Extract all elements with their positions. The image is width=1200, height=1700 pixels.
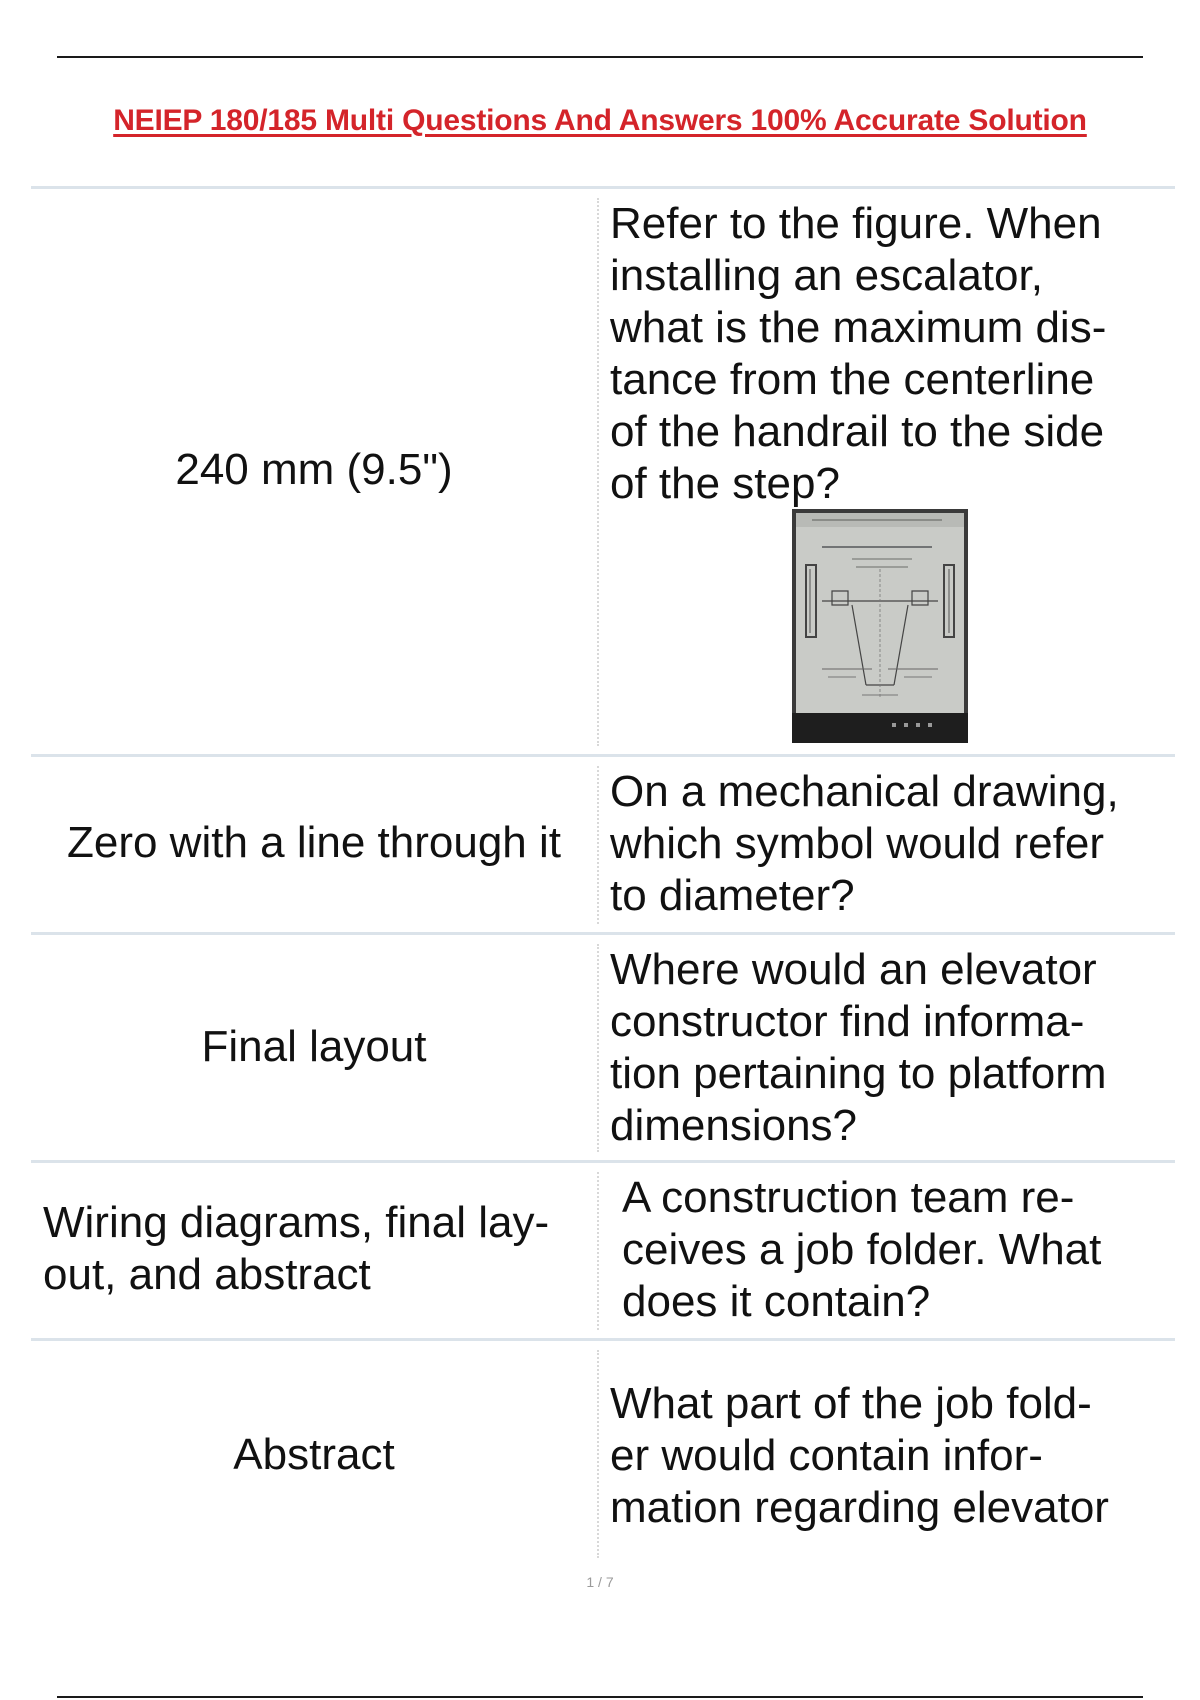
page-indicator: 1 / 7 — [586, 1574, 614, 1590]
column-divider — [597, 1350, 599, 1558]
column-divider — [597, 944, 599, 1152]
question-line: dimensions? — [610, 1101, 858, 1150]
question-line: of the handrail to the side — [610, 407, 1105, 456]
question-line: Where would an elevator — [610, 945, 1097, 994]
document-title: NEIEP 180/185 Multi Questions And Answers 100% Accurate Solution — [113, 104, 1087, 137]
question-line: constructor find informa- — [610, 997, 1085, 1046]
question-line: mation regarding elevator — [610, 1483, 1109, 1532]
answer-cell: 240 mm (9.5") — [175, 445, 453, 494]
answer-cell — [31, 1164, 597, 1334]
row-separator — [31, 754, 1175, 757]
row-separator — [31, 1338, 1175, 1341]
escalator-diagram-illustration — [792, 509, 968, 743]
column-divider — [597, 198, 599, 746]
question-line: tance from the centerline — [610, 355, 1095, 404]
question-line: ceives a job folder. What — [622, 1225, 1102, 1274]
question-line: does it contain? — [622, 1277, 931, 1326]
answer-cell: Abstract — [233, 1430, 395, 1479]
row-separator — [31, 186, 1175, 189]
answer-line: out, and abstract — [43, 1250, 371, 1299]
question-line: A construction team re- — [622, 1173, 1075, 1222]
row-separator — [31, 932, 1175, 935]
column-divider — [597, 766, 599, 924]
question-line: On a mechanical drawing, — [610, 767, 1119, 816]
row-separator — [31, 1160, 1175, 1163]
question-line: What part of the job fold- — [610, 1379, 1092, 1428]
question-cell — [610, 198, 1175, 510]
answer-cell: Zero with a line through it — [66, 818, 562, 867]
question-line: Refer to the figure. When — [610, 199, 1102, 248]
answer-cell: Final layout — [201, 1022, 427, 1071]
question-cell — [610, 1378, 1175, 1534]
question-cell — [610, 944, 1175, 1152]
question-line: installing an escalator, — [610, 251, 1043, 300]
question-line: tion pertaining to platform — [610, 1049, 1107, 1098]
question-line: of the step? — [610, 459, 840, 508]
question-cell — [610, 766, 1175, 922]
question-line: what is the maximum dis- — [610, 303, 1107, 352]
bottom-rule — [57, 1696, 1143, 1698]
column-divider — [597, 1172, 599, 1330]
top-rule — [57, 56, 1143, 58]
question-cell — [622, 1172, 1187, 1328]
question-line: which symbol would refer — [610, 819, 1104, 868]
answer-line: Wiring diagrams, final lay- — [43, 1198, 550, 1247]
question-line: er would contain infor- — [610, 1431, 1043, 1480]
escalator-figure-image — [792, 509, 968, 743]
question-line: to diameter? — [610, 871, 855, 920]
